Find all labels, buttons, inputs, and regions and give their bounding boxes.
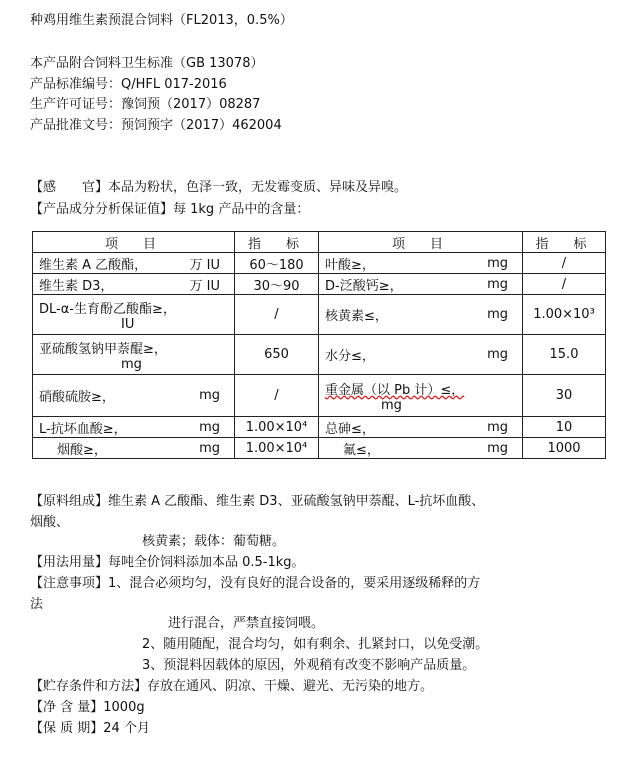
table-header-row xyxy=(33,232,606,253)
table-row xyxy=(33,274,606,295)
table-row xyxy=(33,335,606,375)
item-name: 重金属（以 Pb 计）≤， xyxy=(325,382,465,398)
table-row xyxy=(33,438,606,459)
product-standard-code: 产品标准编号：Q/HFL 017-2016 xyxy=(30,77,227,92)
note-item: 法 xyxy=(30,597,44,612)
item-value: 30～90 xyxy=(235,274,319,295)
composition-table xyxy=(32,231,606,459)
item-value: / xyxy=(523,253,606,274)
item-name: 亚硫酸氢钠甲萘醌≥， xyxy=(39,341,167,357)
note-item: 3、预混料因载体的原因，外观稍有改变不影响产品质量。 xyxy=(142,658,476,673)
note-item: 进行混合，严禁直接饲喂。 xyxy=(168,616,325,631)
note-item: 2、随用随配，混合均匀，如有剩余、扎紧封口，以免受潮。 xyxy=(142,637,489,652)
net-content: 【净 含 量】1000g xyxy=(30,700,145,715)
item-unit: 万 IU xyxy=(189,278,220,294)
item-value: 650 xyxy=(235,335,319,375)
ingredients-line: 核黄素；载体：葡萄糖。 xyxy=(142,534,286,549)
table-row xyxy=(33,417,606,438)
storage-conditions: 【贮存条件和方法】存放在通风、阴凉、干燥、避光、无污染的地方。 xyxy=(30,679,434,694)
item-value: 15.0 xyxy=(523,335,606,375)
item-value: 1.00×10⁴ xyxy=(235,438,319,459)
item-name: 氟≤， xyxy=(343,442,380,458)
usage-dosage: 【用法用量】每吨全价饲料添加本品 0.5-1kg。 xyxy=(30,555,305,570)
item-unit: IU xyxy=(121,316,135,332)
item-name: 维生素 A 乙酸酯， xyxy=(39,257,148,273)
header-item: 项 目 xyxy=(319,232,523,253)
item-unit: mg xyxy=(121,356,142,372)
note-item: 【注意事项】1、混合必须均匀，没有良好的混合设备的，要采用逐级稀释的方 xyxy=(30,576,481,591)
item-value: 1.00×10³ xyxy=(523,295,606,335)
approval-number: 产品批准文号：预饲预字（2017）462004 xyxy=(30,118,282,133)
table-row xyxy=(33,295,606,335)
item-name: 叶酸≥， xyxy=(325,257,375,273)
item-unit: mg xyxy=(487,255,508,271)
item-unit: mg xyxy=(199,419,220,435)
item-unit: 万 IU xyxy=(189,257,220,273)
item-value: / xyxy=(235,375,319,417)
item-value: 30 xyxy=(523,375,606,417)
ingredients-line: 【原料组成】维生素 A 乙酸酯、维生素 D3、亚硫酸氢钠甲萘醌、L-抗坏血酸、 xyxy=(30,494,485,509)
guarantee-intro: 【产品成分分析保证值】每 1kg 产品中的含量： xyxy=(30,202,310,217)
header-value: 指 标 xyxy=(523,232,606,253)
product-title: 种鸡用维生素预混合饲料（FL2013，0.5%） xyxy=(30,13,293,28)
item-name: 维生素 D3， xyxy=(39,278,114,294)
item-name: DL-α-生育酚乙酸酯≥， xyxy=(39,301,176,317)
item-unit: mg xyxy=(487,440,508,456)
item-unit: mg xyxy=(199,388,220,403)
item-name: 水分≤， xyxy=(325,349,375,364)
item-value: 60～180 xyxy=(235,253,319,274)
ingredients-line: 烟酸、 xyxy=(30,515,70,530)
sensory-description: 【感 官】本品为粉状，色泽一致，无发霉变质、异味及异嗅。 xyxy=(30,180,408,195)
item-unit: mg xyxy=(381,397,402,413)
table-row xyxy=(33,375,606,417)
production-license: 生产许可证号：豫饲预（2017）08287 xyxy=(30,97,261,112)
header-item: 项 目 xyxy=(33,232,235,253)
item-unit: mg xyxy=(487,419,508,435)
header-value: 指 标 xyxy=(235,232,319,253)
item-value: / xyxy=(523,274,606,295)
item-unit: mg xyxy=(487,307,508,322)
item-name: 硝酸硫胺≥， xyxy=(39,390,115,405)
item-value: 10 xyxy=(523,417,606,438)
item-value: 1000 xyxy=(523,438,606,459)
item-unit: mg xyxy=(487,347,508,362)
hygiene-standard: 本产品附合饲料卫生标准（GB 13078） xyxy=(30,56,264,71)
item-unit: mg xyxy=(487,276,508,292)
item-name: 烟酸≥， xyxy=(57,442,107,458)
item-name: L-抗坏血酸≥， xyxy=(39,421,127,437)
item-value: / xyxy=(235,295,319,335)
shelf-life: 【保 质 期】24 个月 xyxy=(30,721,150,736)
item-value: 1.00×10⁴ xyxy=(235,417,319,438)
item-unit: mg xyxy=(199,440,220,456)
item-name: 总砷≤， xyxy=(325,421,375,437)
item-name: 核黄素≤， xyxy=(325,309,388,324)
item-name: D-泛酸钙≥， xyxy=(325,278,403,294)
table-row xyxy=(33,253,606,274)
